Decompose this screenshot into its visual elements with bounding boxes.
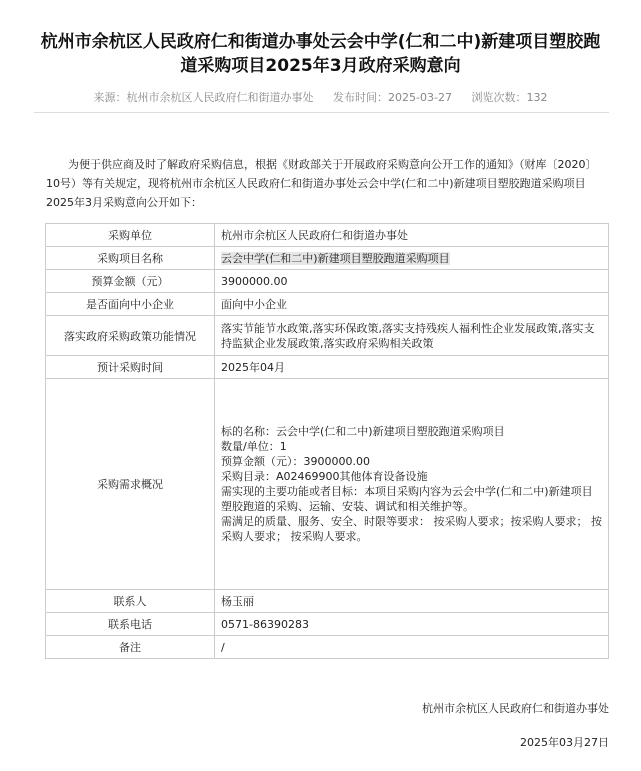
publish-time: 发布时间：2025-03-27 (333, 91, 452, 104)
row-value: 杭州市余杭区人民政府仁和街道办事处 (215, 224, 609, 247)
row-value: 面向中小企业 (215, 293, 609, 316)
table-row (46, 379, 609, 590)
row-value: 杨玉丽 (215, 590, 609, 613)
row-value: 0571-86390283 (215, 613, 609, 636)
divider (34, 112, 609, 113)
table-row (46, 590, 609, 613)
detail-line: 采购目录：A02469900其他体育设备设施 (221, 470, 428, 483)
row-value: 落实节能节水政策,落实环保政策,落实支持残疾人福利性企业发展政策,落实支持监狱企业发展政策,落实政府采购相关政策 (215, 316, 609, 356)
row-value: 3900000.00 (215, 270, 609, 293)
row-value: / (215, 636, 609, 659)
table-row (46, 293, 609, 316)
page-title: 杭州市余杭区人民政府仁和街道办事处云会中学(仁和二中)新建项目塑胶跑道采购项目2025年3月政府采购意向 (40, 32, 601, 76)
table-row (46, 224, 609, 247)
project-name-highlight: 云会中学(仁和二中)新建项目塑胶跑道采购项目 (221, 252, 450, 265)
table-row (46, 316, 609, 356)
row-label: 联系人 (46, 590, 215, 613)
detail-line: 预算金额（元）：3900000.00 (221, 455, 370, 468)
requirement-detail (215, 379, 609, 590)
view-count: 浏览次数：132 (471, 91, 548, 104)
detail-line: 需满足的质量、服务、安全、时限等要求： 按采购人要求；按采购人要求； 按采购人要求； 按采购人要求。 (221, 515, 602, 543)
detail-line: 标的名称：云会中学(仁和二中)新建项目塑胶跑道采购项目 (221, 425, 505, 438)
procurement-info-table (45, 223, 609, 659)
row-label: 联系电话 (46, 613, 215, 636)
row-label: 落实政府采购政策功能情况 (46, 316, 215, 356)
intro-paragraph: 为便于供应商及时了解政府采购信息，根据《财政部关于开展政府采购意向公开工作的通知》（财库〔2020〕10号）等有关规定，现将杭州市余杭区人民政府仁和街道办事处云会中学(仁和二中)新建项目塑胶跑道采购项目2025年3月采购意向公开如下： (46, 158, 597, 209)
row-value (215, 247, 609, 270)
row-label: 采购单位 (46, 224, 215, 247)
detail-line: 数量/单位：1 (221, 440, 287, 453)
row-label: 采购项目名称 (46, 247, 215, 270)
table-row (46, 247, 609, 270)
source-text: 来源：杭州市余杭区人民政府仁和街道办事处 (93, 91, 314, 104)
row-label: 预算金额（元） (46, 270, 215, 293)
table-row (46, 636, 609, 659)
table-row (46, 270, 609, 293)
detail-line: 需实现的主要功能或者目标：本项目采购内容为云会中学(仁和二中)新建项目塑胶跑道的采购、运输、安装、调试和相关维护等。 (221, 485, 593, 513)
table-row (46, 356, 609, 379)
issuing-organization: 杭州市余杭区人民政府仁和街道办事处 (422, 702, 609, 715)
table-row (46, 613, 609, 636)
row-label: 采购需求概况 (46, 379, 215, 590)
row-value: 2025年04月 (215, 356, 609, 379)
row-label: 预计采购时间 (46, 356, 215, 379)
issue-date: 2025年03月27日 (520, 736, 609, 749)
row-label: 备注 (46, 636, 215, 659)
article-meta (0, 89, 641, 105)
row-label: 是否面向中小企业 (46, 293, 215, 316)
